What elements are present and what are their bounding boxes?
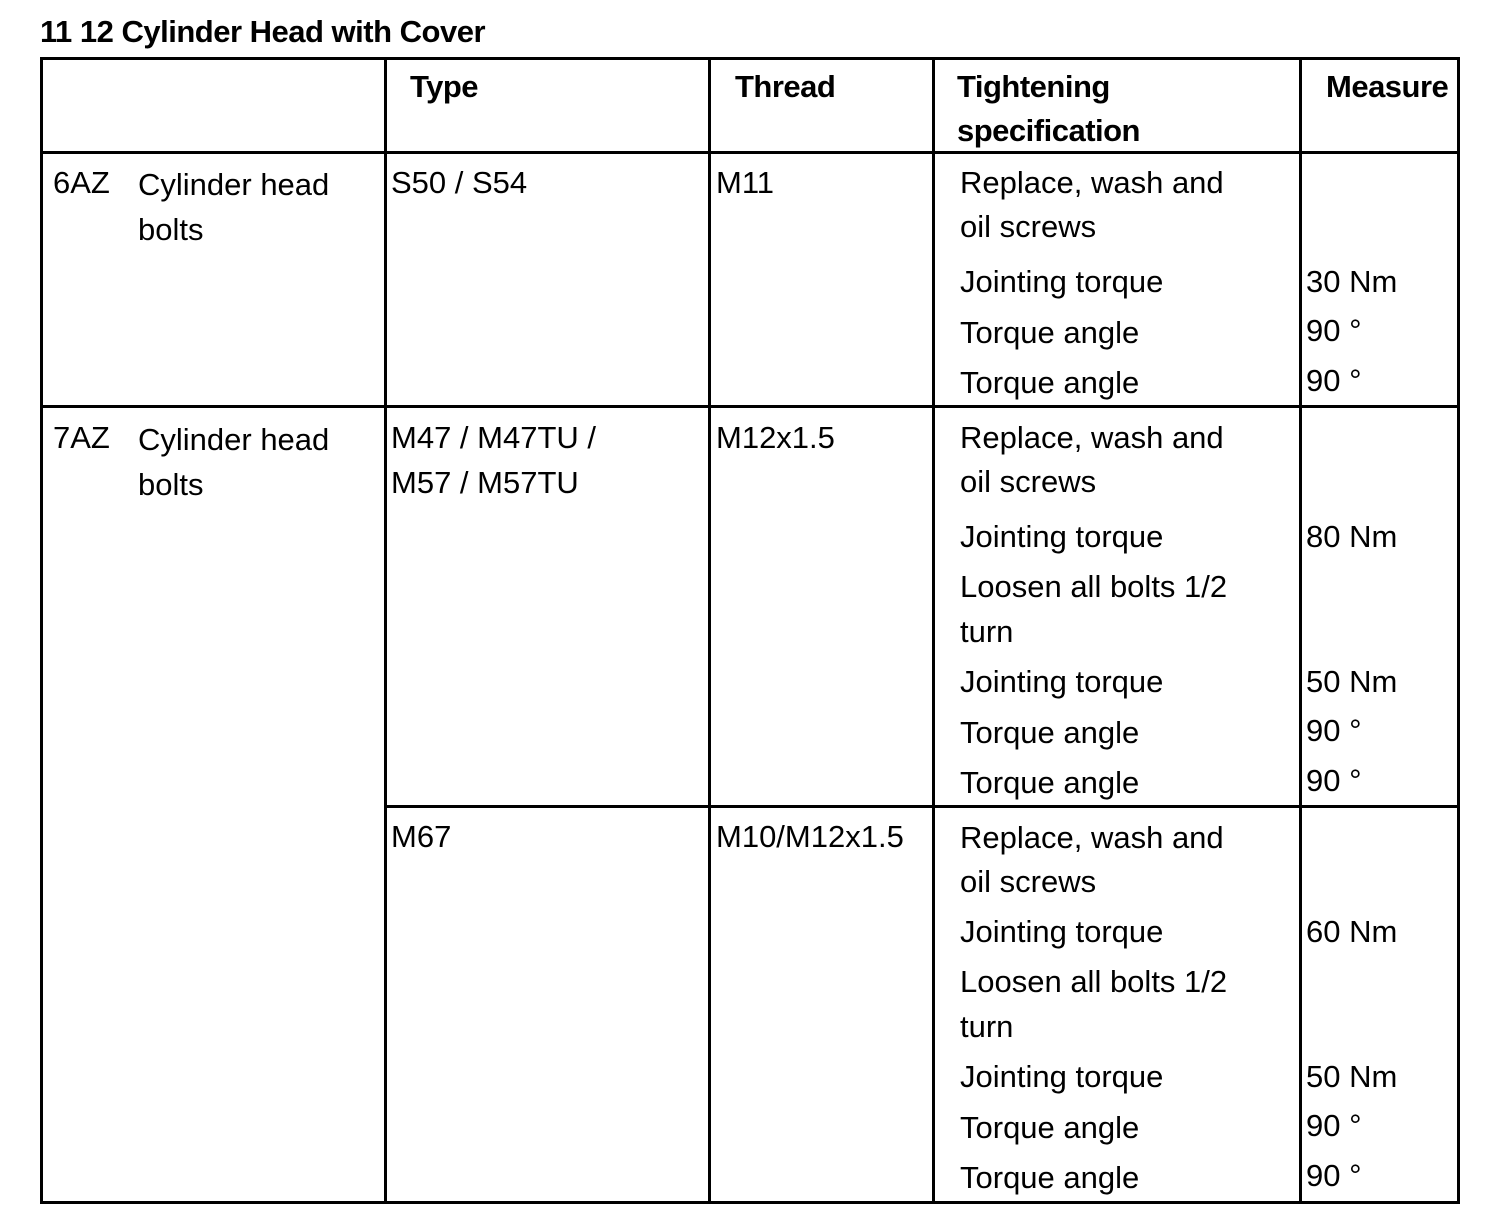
variant-thread: M11: [716, 165, 775, 200]
header-spec-line2: specification: [957, 113, 1140, 148]
spec-step-cont: oil screws: [960, 464, 1097, 499]
variant-type: M47 / M47TU /: [391, 420, 596, 455]
header-type: Type: [410, 69, 479, 104]
group-part-line2: bolts: [138, 212, 204, 247]
group-code-6az: 6AZ: [53, 165, 110, 200]
spec-step: Loosen all bolts 1/2: [960, 569, 1228, 604]
spec-step: Loosen all bolts 1/2: [960, 964, 1228, 999]
spec-step: Jointing torque: [960, 264, 1164, 299]
spec-step: Jointing torque: [960, 1059, 1164, 1094]
spec-step: Torque angle: [960, 315, 1140, 350]
column-divider-thread: [708, 57, 711, 1204]
variant-thread: M10/M12x1.5: [716, 819, 904, 854]
measure-value: 30 Nm: [1306, 264, 1398, 299]
page-title: 11 12 Cylinder Head with Cover: [40, 14, 486, 49]
spec-step-cont: oil screws: [960, 209, 1097, 244]
variant-type: S50 / S54: [391, 165, 528, 200]
spec-step-cont: oil screws: [960, 864, 1097, 899]
group-part-line2: bolts: [138, 467, 204, 502]
spec-step: Torque angle: [960, 1110, 1140, 1145]
spec-step: Jointing torque: [960, 664, 1164, 699]
measure-value: 50 Nm: [1306, 664, 1398, 699]
group-part-line1: Cylinder head: [138, 422, 330, 457]
column-divider-type: [384, 57, 387, 1204]
spec-step: Jointing torque: [960, 914, 1164, 949]
header-row-divider: [40, 151, 1460, 154]
measure-value: 90 °: [1306, 713, 1362, 748]
torque-spec-table: [40, 57, 1460, 1204]
spec-step: Jointing torque: [960, 519, 1164, 554]
measure-value: 50 Nm: [1306, 1059, 1398, 1094]
measure-value: 90 °: [1306, 363, 1362, 398]
header-spec-line1: Tightening: [957, 69, 1110, 104]
spec-step: Torque angle: [960, 715, 1140, 750]
measure-value: 60 Nm: [1306, 914, 1398, 949]
column-divider-spec: [932, 57, 935, 1204]
variant-thread: M12x1.5: [716, 420, 835, 455]
column-divider-measure: [1299, 57, 1302, 1204]
variant-row-divider: [384, 805, 1460, 808]
variant-type-cont: M57 / M57TU: [391, 465, 579, 500]
header-measure: Measure: [1326, 69, 1449, 104]
header-thread: Thread: [735, 69, 836, 104]
variant-type: M67: [391, 819, 452, 854]
measure-value: 90 °: [1306, 1108, 1362, 1143]
measure-value: 80 Nm: [1306, 519, 1398, 554]
group-part-line1: Cylinder head: [138, 167, 330, 202]
spec-step-cont: turn: [960, 614, 1014, 649]
spec-step: Replace, wash and: [960, 820, 1224, 855]
spec-step: Replace, wash and: [960, 420, 1224, 455]
spec-step: Torque angle: [960, 765, 1140, 800]
measure-value: 90 °: [1306, 1158, 1362, 1193]
spec-step: Torque angle: [960, 365, 1140, 400]
group-code-7az: 7AZ: [53, 420, 110, 455]
spec-step: Torque angle: [960, 1160, 1140, 1195]
spec-step: Replace, wash and: [960, 165, 1224, 200]
group-row-divider: [40, 405, 1460, 408]
measure-value: 90 °: [1306, 313, 1362, 348]
spec-step-cont: turn: [960, 1009, 1014, 1044]
measure-value: 90 °: [1306, 763, 1362, 798]
